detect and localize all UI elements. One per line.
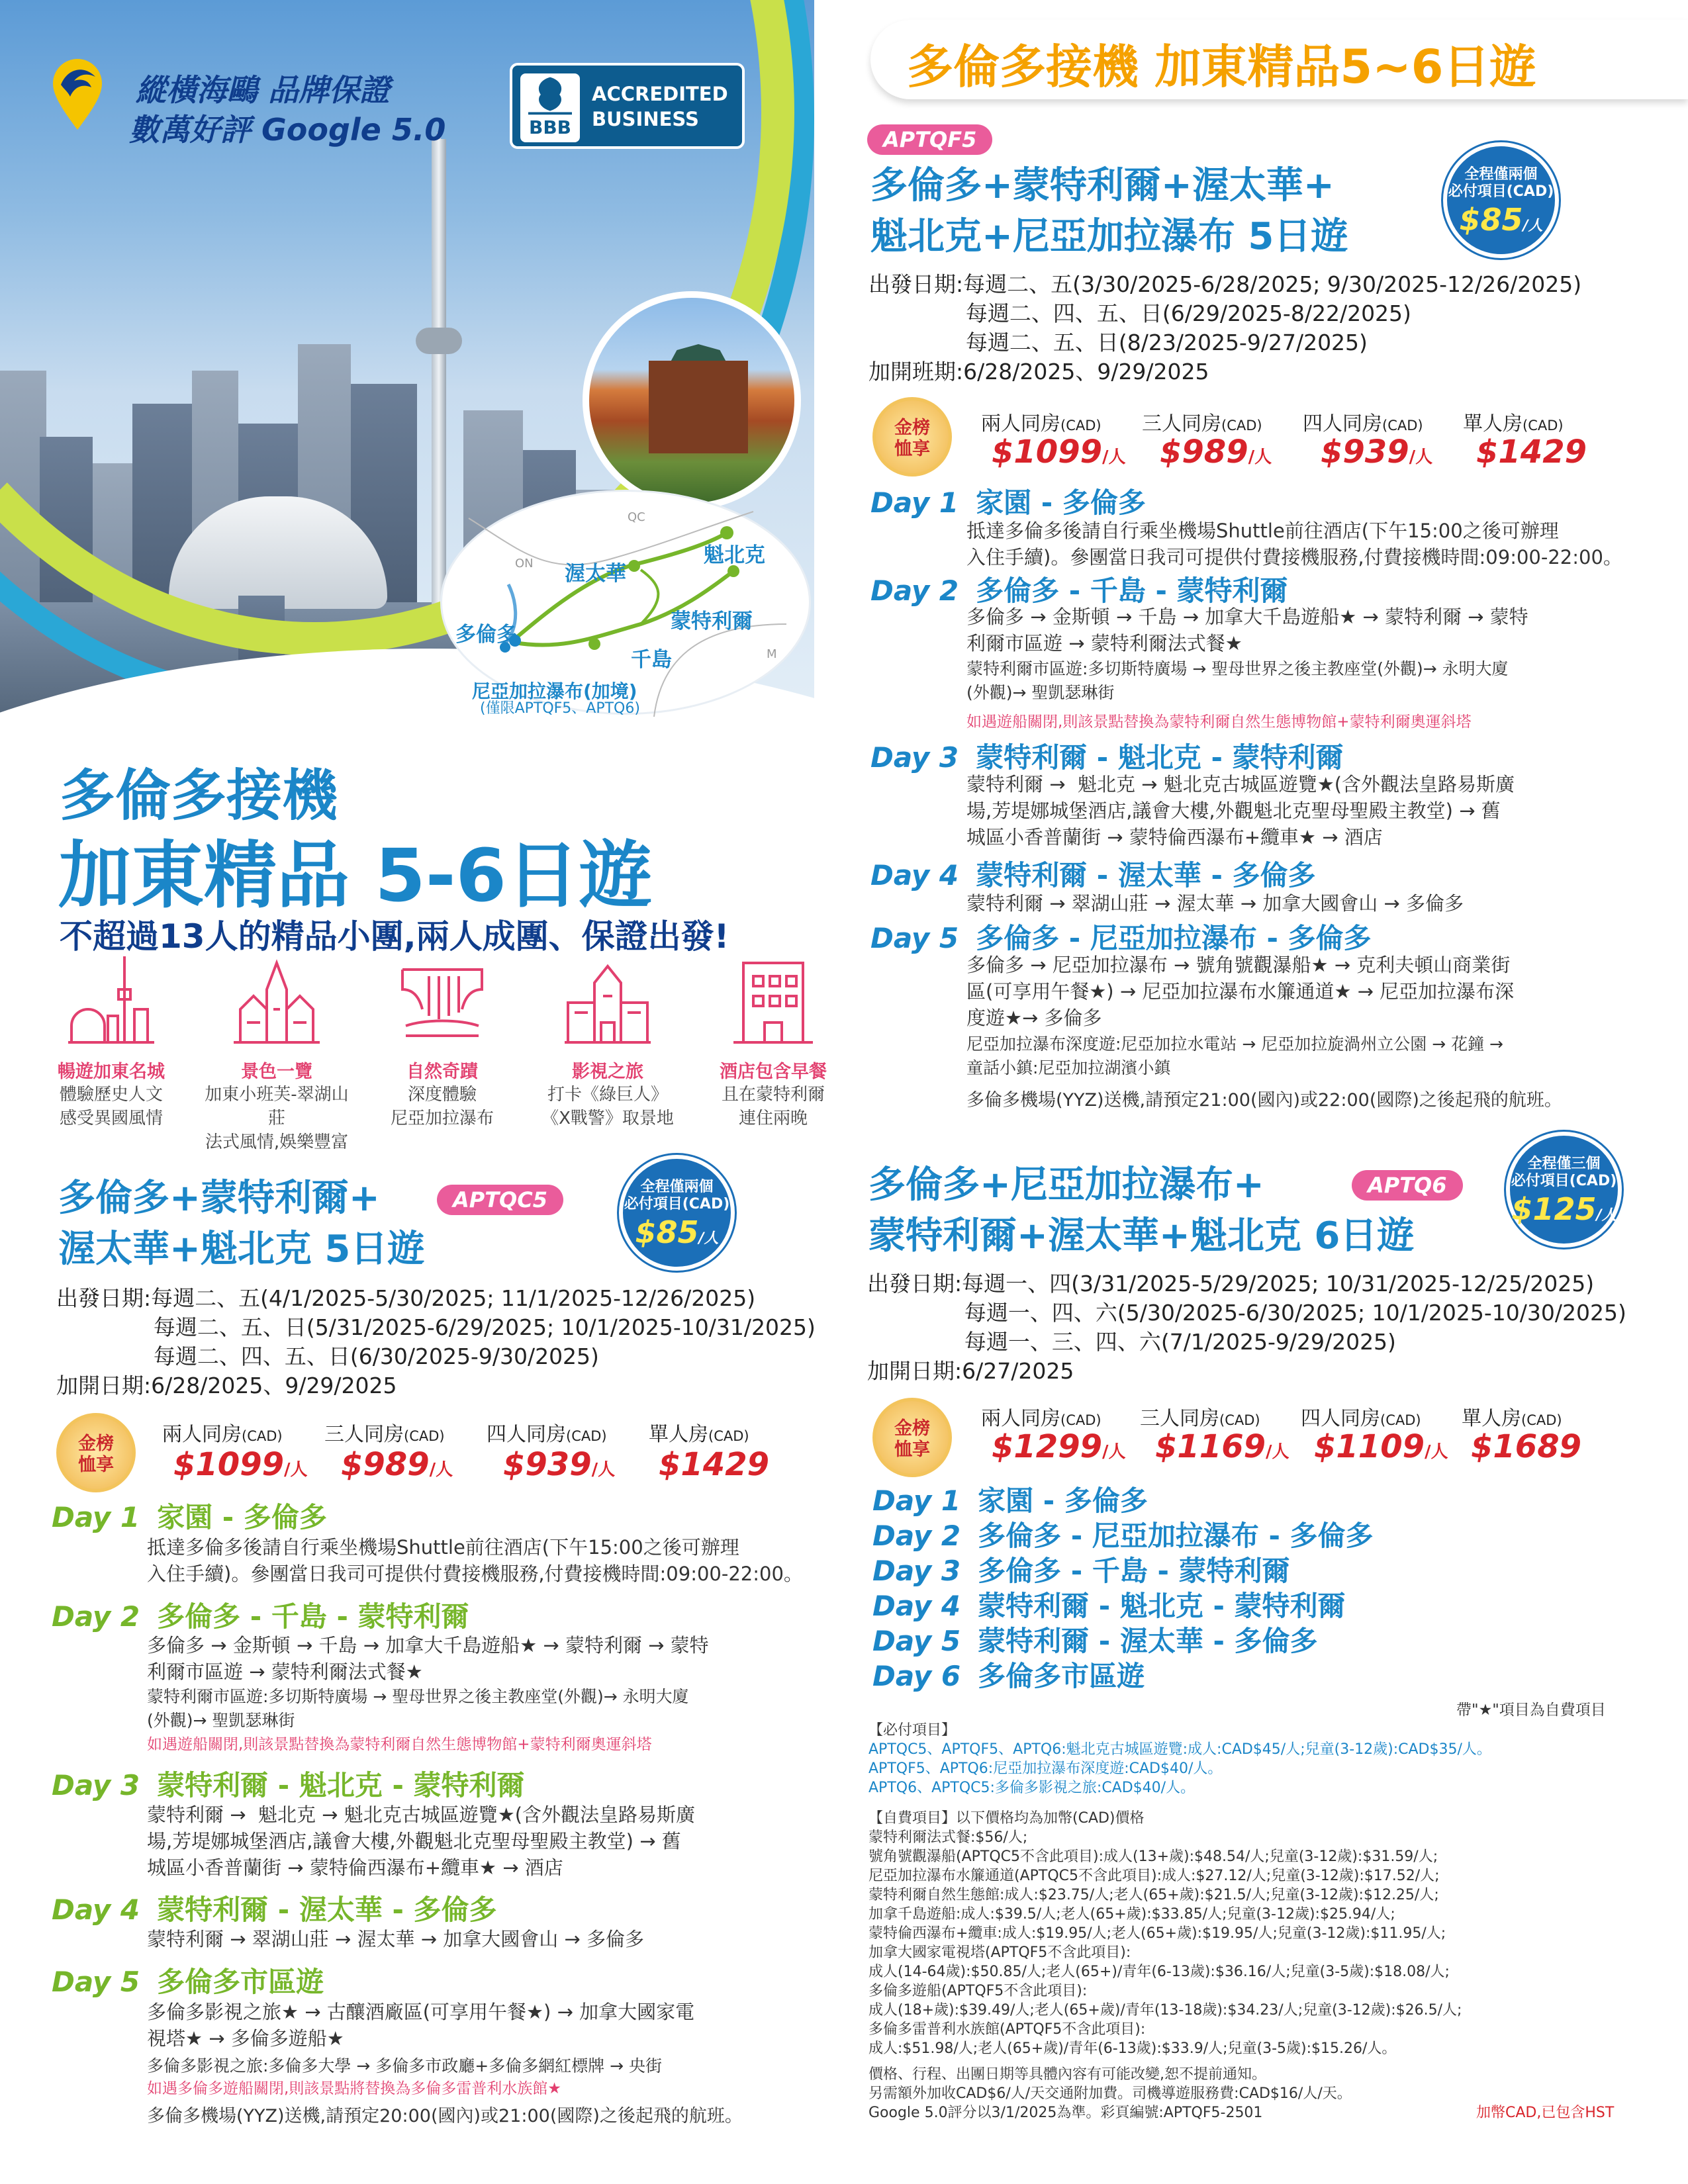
- badge-line2: 必付項目(CAD): [1448, 183, 1554, 200]
- qf5-day5-detail: 尼亞加拉瀑布深度遊:尼亞加拉水電站 → 尼亞加拉旋渦州立公園 → 花鐘 → 童話小鎮:尼亞加拉湖濱小鎮: [966, 1034, 1504, 1077]
- q6-day1-heading: [872, 1479, 1148, 1519]
- price-value: $1429: [659, 1446, 769, 1483]
- qf5-product-code: APTQF5: [867, 124, 992, 155]
- cad: (CAD): [1523, 418, 1564, 433]
- q6-day3-heading: [872, 1549, 1290, 1589]
- room-name: 三人同房: [1142, 412, 1221, 435]
- qc5-departure-dates: 出發日期:每週二、五(4/1/2025-5/30/2025; 11/1/2025-12/26/2025) 每週二、五、日(5/31/2025-6/29/2025; 10/1/2025-10/31/2025) 每週二、四、五、日(6/30/2025-9/30/2025) 加開日期:6/28/2025、9/29/2025: [56, 1285, 816, 1398]
- map-label-thousand-islands: 千島: [631, 648, 672, 672]
- q6-mandatory-badge: [1506, 1132, 1622, 1248]
- qc5-day2-heading: [52, 1595, 469, 1635]
- qc5-price-single: [659, 1446, 769, 1483]
- feature-title: 景色一覽: [241, 1062, 312, 1082]
- cad: (CAD): [1221, 418, 1262, 433]
- bbb-logo-icon: [520, 73, 580, 142]
- main-title-line1: 多倫多接機: [60, 763, 338, 828]
- map-note: (僅限APTQF5、APTQ6): [480, 700, 640, 717]
- map-label-on: ON: [515, 557, 534, 570]
- feature-nature: [363, 950, 522, 1130]
- chateau-icon: [227, 950, 326, 1049]
- room-name: 四人同房: [1303, 412, 1382, 435]
- room-name: 三人同房: [1140, 1407, 1219, 1430]
- optional-heading: 【自費項目】以下價格均為加幣(CAD)價格: [868, 1810, 1145, 1827]
- day-number: Day 4: [52, 1893, 140, 1926]
- day-route: 蒙特利爾 - 渥太華 - 多倫多: [978, 1625, 1318, 1657]
- qf5-room-label-triple: [1142, 407, 1262, 436]
- qc5-day5-transfer: 多倫多機場(YYZ)送機,請預定20:00(國內)或21:00(國際)之後起飛的航班。: [147, 2106, 743, 2126]
- map-label-m: M: [767, 647, 777, 661]
- bbb-line2: BUSINESS: [592, 108, 699, 130]
- top-banner-title: 多倫多接機 加東精品5~6日遊: [907, 40, 1536, 94]
- day-number: Day 1: [870, 486, 959, 519]
- q6-medal: [872, 1398, 952, 1477]
- day-route: 多倫多 - 尼亞加拉瀑布 - 多倫多: [976, 922, 1372, 954]
- cad: (CAD): [1060, 1412, 1102, 1428]
- qf5-title-line1: 多倫多+蒙特利爾+渥太華+: [870, 164, 1335, 207]
- room-name: 四人同房: [1301, 1407, 1380, 1430]
- qc5-product-code: APTQC5: [437, 1185, 563, 1215]
- day-route: 家園 - 多倫多: [976, 486, 1146, 519]
- price-value: $1299: [992, 1428, 1102, 1465]
- chateau-frontenac-photo: [583, 291, 801, 510]
- badge-price: $85: [635, 1214, 699, 1250]
- feature-desc: 深度體驗: [407, 1085, 477, 1105]
- day-route: 蒙特利爾 - 渥太華 - 多倫多: [976, 859, 1316, 891]
- qc5-price-triple: [341, 1446, 453, 1483]
- q6-price-single: [1471, 1428, 1581, 1465]
- day-route: 蒙特利爾 - 魁北克 - 蒙特利爾: [978, 1590, 1346, 1622]
- day-route: 蒙特利爾 - 魁北克 - 蒙特利爾: [157, 1769, 525, 1801]
- day-number: Day 5: [870, 922, 959, 954]
- day-number: Day 1: [52, 1501, 140, 1533]
- feature-desc: 連住兩晚: [738, 1109, 808, 1128]
- qf5-medal: [872, 397, 952, 477]
- per: /人: [1102, 447, 1126, 467]
- day-number: Day 4: [870, 859, 959, 891]
- feature-desc: 尼亞加拉瀑布: [390, 1109, 494, 1128]
- room-name: 單人房: [1462, 1407, 1521, 1430]
- qf5-day5-text: 多倫多 → 尼亞加拉瀑布 → 號角號觀瀑船★ → 克利夫頓山商業街 區(可享用午餐★) → 尼亞加拉瀑布水簾通道★ → 尼亞加拉瀑布深 度遊★→ 多倫多: [966, 954, 1515, 1029]
- mandatory-heading: 【必付項目】: [868, 1722, 957, 1739]
- day-route: 多倫多市區遊: [978, 1660, 1145, 1692]
- q6-title-line1: 多倫多+尼亞加拉瀑布+: [868, 1163, 1264, 1206]
- badge-line2: 必付項目(CAD): [624, 1196, 730, 1212]
- feature-desc: 且在蒙特利爾: [721, 1085, 825, 1105]
- qf5-room-label-single: [1463, 407, 1564, 436]
- qc5-day5-heading: [52, 1960, 324, 2000]
- medal-l1: 金榜: [894, 418, 930, 438]
- qc5-room-label-triple: [324, 1418, 445, 1447]
- price-value: $1689: [1471, 1428, 1581, 1465]
- day-route: 家園 - 多倫多: [978, 1484, 1148, 1517]
- qf5-day1-heading: [870, 481, 1146, 521]
- map-label-montreal: 蒙特利爾: [671, 610, 753, 633]
- day-route: 多倫多 - 千島 - 蒙特利爾: [157, 1600, 469, 1633]
- qc5-day2-text: 多倫多 → 金斯頓 → 千島 → 加拿大千島遊船★ → 蒙特利爾 → 蒙特 利爾市區遊 → 蒙特利爾法式餐★: [147, 1634, 709, 1683]
- day-route: 多倫多市區遊: [157, 1966, 324, 1998]
- bbb-line1: ACCREDITED: [592, 83, 728, 105]
- day-route: 多倫多 - 千島 - 蒙特利爾: [976, 574, 1288, 607]
- q6-day2-heading: [872, 1514, 1374, 1554]
- day-number: Day 3: [870, 741, 959, 774]
- feature-desc: 打卡《綠巨人》: [547, 1085, 668, 1105]
- feature-hotel: [694, 950, 853, 1130]
- qc5-price-twin: [173, 1446, 308, 1483]
- q6-product-code: APTQ6: [1352, 1170, 1463, 1201]
- q6-title-line2: 蒙特利爾+渥太華+魁北克 6日遊: [868, 1214, 1415, 1257]
- badge-price: $85: [1459, 202, 1523, 238]
- badge-line1: 全程僅兩個: [1464, 166, 1538, 183]
- currency-note: 加幣CAD,已包含HST: [1476, 2105, 1615, 2121]
- map-label-toronto: 多倫多: [455, 623, 517, 647]
- qc5-mandatory-badge: [619, 1155, 735, 1271]
- price-value: $1099: [992, 433, 1102, 471]
- bbb-mark-text: BBB: [528, 116, 572, 138]
- feature-title: 酒店包含早餐: [720, 1062, 827, 1082]
- day-number: Day 4: [872, 1590, 961, 1622]
- waterfall-icon: [393, 950, 492, 1049]
- qc5-price-quad: [503, 1446, 615, 1483]
- price-value: $939: [503, 1446, 592, 1483]
- qf5-room-label-quad: [1303, 407, 1423, 436]
- medal-l1: 金榜: [894, 1418, 930, 1439]
- qf5-price-single: [1476, 433, 1587, 471]
- q6-day5-heading: [872, 1619, 1318, 1659]
- cn-tower-skyline-icon: [62, 950, 161, 1049]
- qf5-departure-dates: 出發日期:每週二、五(3/30/2025-6/28/2025; 9/30/2025-12/26/2025) 每週二、四、五、日(6/29/2025-8/22/2025) 每週二、五、日(8/23/2025-9/27/2025) 加開班期:6/28/2025、9/29/2025: [868, 271, 1582, 385]
- qf5-price-twin: [992, 433, 1126, 471]
- q6-room-label-twin: [981, 1402, 1102, 1431]
- day-route: 多倫多 - 千島 - 蒙特利爾: [978, 1555, 1290, 1587]
- price-value: $1169: [1155, 1428, 1266, 1465]
- brand-slogan-line1: 縱橫海鷗 品牌保證: [136, 72, 391, 108]
- badge-per: /人: [1596, 1207, 1617, 1224]
- feature-title: 自然奇蹟: [406, 1062, 478, 1082]
- day-number: Day 2: [870, 574, 959, 607]
- per: /人: [591, 1460, 616, 1480]
- qc5-room-label-twin: [162, 1418, 283, 1447]
- map-label-quebec: 魁北克: [704, 543, 765, 567]
- feature-title: 暢遊加東名城: [58, 1062, 165, 1082]
- medal-l2: 恤享: [894, 439, 930, 459]
- qf5-day2-text: 多倫多 → 金斯頓 → 千島 → 加拿大千島遊船★ → 蒙特利爾 → 蒙特 利爾市區遊 → 蒙特利爾法式餐★: [966, 606, 1528, 655]
- q6-day4-heading: [872, 1584, 1346, 1624]
- qf5-price-triple: [1160, 433, 1272, 471]
- price-value: $1429: [1476, 433, 1587, 471]
- qf5-day3-text: 蒙特利爾 → 魁北克 → 魁北克古城區遊覽★(含外觀法皇路易斯廣 場,芳堤娜城堡酒店,議會大樓,外觀魁北克聖母聖殿主教堂) → 舊 城區小香普蘭街 → 蒙特倫西瀑布+纜車★ → 酒店: [966, 773, 1515, 848]
- badge-per: /人: [698, 1230, 719, 1247]
- room-name: 三人同房: [324, 1423, 404, 1446]
- feature-desc: 體驗歷史人文: [59, 1085, 163, 1105]
- qf5-day2-detail: 蒙特利爾市區遊:多切斯特廣場 → 聖母世界之後主教座堂(外觀)→ 永明大廈 (外觀)→ 聖凱瑟琳街: [966, 659, 1509, 702]
- main-title-line2: 加東精品 5-6日遊: [58, 833, 653, 918]
- brand-slogan-line2: 數萬好評 Google 5.0: [129, 112, 446, 148]
- day-route: 蒙特利爾 - 魁北克 - 蒙特利爾: [976, 741, 1344, 774]
- feature-desc: 感受異國風情: [59, 1109, 163, 1128]
- feature-cities: [32, 950, 191, 1130]
- cad: (CAD): [566, 1428, 607, 1444]
- qf5-room-label-twin: [981, 407, 1102, 436]
- room-name: 兩人同房: [981, 1407, 1060, 1430]
- qf5-title-line2: 魁北克+尼亞加拉瀑布 5日遊: [870, 215, 1348, 258]
- q6-price-quad: [1314, 1428, 1448, 1465]
- route-map: [440, 490, 811, 715]
- cad: (CAD): [404, 1428, 445, 1444]
- qf5-day4-heading: [870, 854, 1316, 893]
- qc5-room-label-quad: [487, 1418, 607, 1447]
- qc5-day1-heading: [52, 1496, 327, 1535]
- university-building-icon: [558, 950, 657, 1049]
- day-number: Day 3: [52, 1769, 140, 1801]
- day-route: 蒙特利爾 - 渥太華 - 多倫多: [157, 1893, 497, 1926]
- feature-desc: 《X戰警》取景地: [541, 1109, 674, 1128]
- medal-l2: 恤享: [894, 1439, 930, 1460]
- badge-line2: 必付項目(CAD): [1511, 1173, 1617, 1189]
- brand-logo-icon: [48, 58, 107, 131]
- qc5-title-line1: 多倫多+蒙特利爾+: [58, 1177, 380, 1220]
- cad: (CAD): [1521, 1412, 1562, 1428]
- feature-desc: 加東小班芙-翠湖山莊: [205, 1085, 349, 1128]
- qf5-day5-heading: [870, 917, 1372, 956]
- q6-price-triple: [1155, 1428, 1289, 1465]
- qc5-day4-heading: [52, 1888, 497, 1928]
- day-number: Day 5: [872, 1625, 961, 1657]
- day-number: Day 2: [872, 1520, 961, 1552]
- optional-items: 蒙特利爾法式餐:$56/人; 號角號觀瀑船(APTQC5不含此項目):成人(13+歲):$48.54/人;兒童(3-12歲):$31.59/人; 尼亞加拉瀑布水簾通道(APTQC5不含此項目):成人:$27.12/人;兒童(3-12歲):$17.52/人; 蒙特利爾自然生態館:成人:$23.75/人;老人(65+歲):$21.5/人;兒童(3-12歲):$12.25/人; 加拿千島遊船:成人:$39.5/人;老人(65+歲):$33.85/人;兒童(3-12歲):$25.94/人; 蒙特倫西瀑布+纜車:成人:$19.95/人;老人(65+歲):$19.95/人;兒童(3-12歲):$11.95/人; 加拿大國家電視塔(APTQF5不含此項目): 成人(14-64歲):$50.85/人;老人(65+)/青年(6-13歲):$36.16/人;兒童(3-5歲):$18.08/人; 多倫多遊船(APTQF5不含此項目): 成人(18+歲):$39.49/人;老人(65+歲)/青年(13-18歲):$34.23/人;兒童(3-12歲):$26.5/人; 多倫多雷普利水族館(APTQF5不含此項目): 成人:$51.98/人;老人(65+歲)/青年(6-13歲):$33.9/人;兒童(3-5歲):$15.26/人。: [868, 1829, 1462, 2057]
- per: /人: [1266, 1442, 1289, 1462]
- qc5-title-line2: 渥太華+魁北克 5日遊: [58, 1228, 425, 1271]
- day-number: Day 3: [872, 1555, 961, 1587]
- map-label-niagara: 尼亞加拉瀑布(加境): [472, 680, 637, 702]
- qc5-day1-text: 抵達多倫多後請自行乘坐機場Shuttle前往酒店(下午15:00之後可辦理 入住手續)。參團當日我司可提供付費接機服務,付費接機時間:09:00-22:00。: [147, 1536, 803, 1585]
- cad: (CAD): [1219, 1412, 1260, 1428]
- qf5-day2-note: 如遇遊船關閉,則該景點替換為蒙特利爾自然生態博物館+蒙特利爾奧運斜塔: [966, 713, 1472, 731]
- qc5-day5-text: 多倫多影視之旅★ → 古釀酒廠區(可享用午餐★) → 加拿大國家電 視塔★ → 多倫多遊船★: [147, 2001, 695, 2050]
- q6-room-label-single: [1462, 1402, 1562, 1431]
- qf5-day3-heading: [870, 736, 1344, 776]
- day-number: Day 1: [872, 1484, 961, 1517]
- qc5-day3-text: 蒙特利爾 → 魁北克 → 魁北克古城區遊覽★(含外觀法皇路易斯廣 場,芳堤娜城堡酒店,議會大樓,外觀魁北克聖母聖殿主教堂) → 舊 城區小香普蘭街 → 蒙特倫西瀑布+纜車★ → 酒店: [147, 1803, 696, 1879]
- price-value: $989: [1160, 433, 1248, 471]
- q6-day6-heading: [872, 1655, 1145, 1694]
- hotel-icon: [724, 950, 823, 1049]
- day-number: Day 5: [52, 1966, 140, 1998]
- qc5-day3-heading: [52, 1764, 525, 1803]
- price-value: $1109: [1314, 1428, 1425, 1465]
- room-name: 四人同房: [487, 1423, 566, 1446]
- medal-l1: 金榜: [78, 1433, 114, 1454]
- per: /人: [1248, 447, 1272, 467]
- cad: (CAD): [1382, 418, 1423, 433]
- room-name: 單人房: [649, 1423, 708, 1446]
- mandatory-items: APTQC5、APTQF5、APTQ6:魁北克古城區遊覽:成人:CAD$45/人;兒童(3-12歲):CAD$35/人。 APTQF5、APTQ6:尼亞加拉瀑布深度遊:CAD$40/人。 APTQ6、APTQC5:多倫多影視之旅:CAD$40/人。: [868, 1741, 1491, 1796]
- per: /人: [1425, 1442, 1448, 1462]
- q6-room-label-triple: [1140, 1402, 1260, 1431]
- feature-film: [528, 950, 687, 1130]
- badge-line1: 全程僅三個: [1527, 1156, 1601, 1172]
- map-label-qc: QC: [628, 510, 645, 524]
- bbb-accredited-badge: [510, 63, 745, 149]
- price-value: $1099: [173, 1446, 284, 1483]
- medal-l2: 恤享: [78, 1455, 114, 1475]
- badge-per: /人: [1523, 218, 1543, 234]
- day-number: Day 6: [872, 1660, 961, 1692]
- qf5-day5-transfer: 多倫多機場(YYZ)送機,請預定21:00(國內)或22:00(國際)之後起飛的航班。: [966, 1090, 1562, 1111]
- q6-room-label-quad: [1301, 1402, 1421, 1431]
- badge-price: $125: [1511, 1191, 1597, 1227]
- main-subtitle: 不超過13人的精品小團,兩人成團、保證出發!: [60, 917, 729, 956]
- qf5-day1-text: 抵達多倫多後請自行乘坐機場Shuttle前往酒店(下午15:00之後可辦理 入住手續)。參團當日我司可提供付費接機服務,付費接機時間:09:00-22:00。: [966, 520, 1622, 569]
- per: /人: [1102, 1442, 1126, 1462]
- per: /人: [429, 1460, 453, 1480]
- room-name: 兩人同房: [162, 1423, 242, 1446]
- qc5-day5-detail: 多倫多影視之旅:多倫多大學 → 多倫多市政廳+多倫多網紅標牌 → 央街: [147, 2056, 663, 2075]
- qc5-day4-text: 蒙特利爾 → 翠湖山莊 → 渥太華 → 加拿大國會山 → 多倫多: [147, 1928, 644, 1950]
- qc5-day2-detail: 蒙特利爾市區遊:多切斯特廣場 → 聖母世界之後主教座堂(外觀)→ 永明大廈 (外觀)→ 聖凱瑟琳街: [147, 1687, 689, 1730]
- day-route: 家園 - 多倫多: [157, 1501, 327, 1533]
- qc5-medal: [56, 1413, 136, 1492]
- feature-scenery: [197, 950, 356, 1154]
- cad: (CAD): [242, 1428, 283, 1444]
- qc5-day2-note: 如遇遊船關閉,則該景點替換為蒙特利爾自然生態博物館+蒙特利爾奧運斜塔: [147, 1736, 652, 1753]
- map-label-ottawa: 渥太華: [565, 562, 626, 586]
- q6-price-twin: [992, 1428, 1126, 1465]
- footer-disclaimer: 價格、行程、出團日期等具體內容有可能改變,恕不提前通知。 另需額外加收CAD$6/人/天交通附加費。司機導遊服務費:CAD$16/人/天。 Google 5.0評分以3/1/2025為準。彩頁編號:APTQF5-2501: [868, 2066, 1352, 2121]
- self-pay-note: 帶"★"項目為自費項目: [1456, 1702, 1606, 1719]
- qc5-day5-note: 如遇多倫多遊船關閉,則該景點將替換為多倫多雷普利水族館★: [147, 2080, 561, 2097]
- cad: (CAD): [708, 1428, 749, 1444]
- price-value: $989: [341, 1446, 430, 1483]
- qf5-day2-heading: [870, 569, 1288, 609]
- cad: (CAD): [1380, 1412, 1421, 1428]
- q6-departure-dates: 出發日期:每週一、四(3/31/2025-5/29/2025; 10/31/2025-12/25/2025) 每週一、四、六(5/30/2025-6/30/2025; 10/1/2025-10/30/2025) 每週一、三、四、六(7/1/2025-9/29/2025) 加開日期:6/27/2025: [867, 1271, 1626, 1384]
- feature-title: 影視之旅: [572, 1062, 643, 1082]
- price-value: $939: [1321, 433, 1409, 471]
- per: /人: [284, 1460, 308, 1480]
- per: /人: [1409, 447, 1433, 467]
- qf5-day4-text: 蒙特利爾 → 翠湖山莊 → 渥太華 → 加拿大國會山 → 多倫多: [966, 892, 1464, 915]
- room-name: 兩人同房: [981, 412, 1060, 435]
- day-number: Day 2: [52, 1600, 140, 1633]
- room-name: 單人房: [1463, 412, 1523, 435]
- feature-desc: 法式風情,娛樂豐富: [205, 1132, 349, 1152]
- cad: (CAD): [1060, 418, 1102, 433]
- day-route: 多倫多 - 尼亞加拉瀑布 - 多倫多: [978, 1520, 1374, 1552]
- qc5-room-label-single: [649, 1418, 749, 1447]
- qf5-mandatory-badge: [1443, 142, 1559, 258]
- badge-line1: 全程僅兩個: [640, 1179, 714, 1195]
- qf5-price-quad: [1321, 433, 1432, 471]
